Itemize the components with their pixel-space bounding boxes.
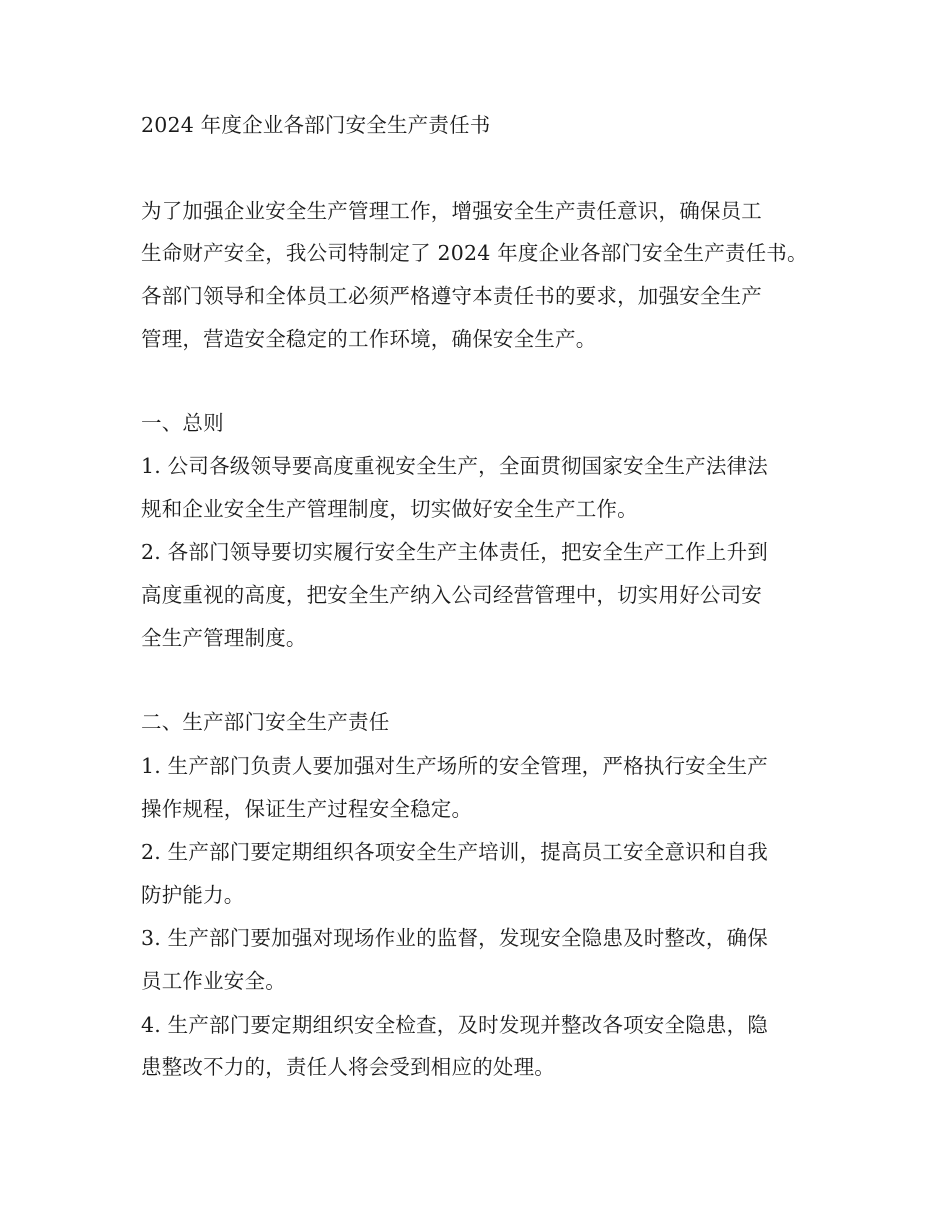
section-line: 1. 生产部门负责人要加强对生产场所的安全管理，严格执行安全生产 [141, 754, 768, 778]
section-line: 防护能力。 [141, 883, 245, 907]
document-title: 2024 年度企业各部门安全生产责任书 [141, 113, 491, 137]
intro-line: 生命财产安全，我公司特制定了 2024 年度企业各部门安全生产责任书。 [141, 241, 808, 265]
section-line: 全生产管理制度。 [141, 626, 307, 650]
section-line: 2. 各部门领导要切实履行安全生产主体责任，把安全生产工作上升到 [141, 540, 768, 564]
section-line: 3. 生产部门要加强对现场作业的监督，发现安全隐患及时整改，确保 [141, 926, 768, 950]
section-line: 2. 生产部门要定期组织各项安全生产培训，提高员工安全意识和自我 [141, 840, 768, 864]
section-line: 1. 公司各级领导要高度重视安全生产，全面贯彻国家安全生产法律法 [141, 454, 768, 478]
section-heading: 二、生产部门安全生产责任 [141, 710, 390, 734]
section-line: 高度重视的高度，把安全生产纳入公司经营管理中，切实用好公司安 [141, 583, 762, 607]
section-heading: 一、总则 [141, 411, 224, 435]
intro-line: 管理，营造安全稳定的工作环境，确保安全生产。 [141, 327, 597, 351]
section-line: 规和企业安全生产管理制度，切实做好安全生产工作。 [141, 497, 638, 521]
intro-line: 各部门领导和全体员工必须严格遵守本责任书的要求，加强安全生产 [141, 284, 762, 308]
section-line: 员工作业安全。 [141, 969, 286, 993]
section-line: 4. 生产部门要定期组织安全检查，及时发现并整改各项安全隐患，隐 [141, 1013, 768, 1037]
section-line: 操作规程，保证生产过程安全稳定。 [141, 797, 473, 821]
intro-line: 为了加强企业安全生产管理工作，增强安全生产责任意识，确保员工 [141, 199, 762, 223]
section-line: 患整改不力的，责任人将会受到相应的处理。 [141, 1055, 555, 1079]
